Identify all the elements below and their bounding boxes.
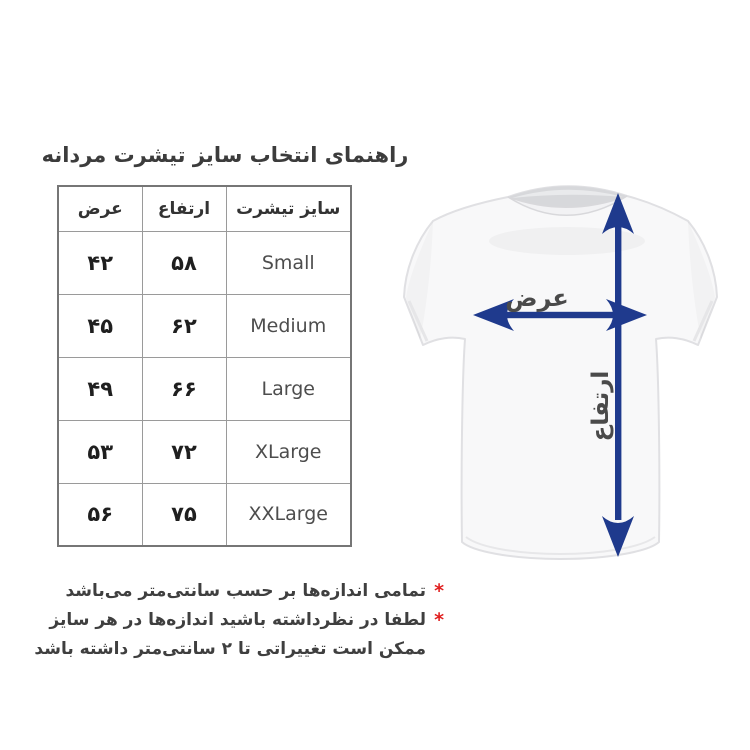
height-label: ارتفاع bbox=[588, 370, 614, 442]
cell-width-xxlarge: ۵۶ bbox=[58, 483, 142, 546]
cell-height-small: ۵۸ bbox=[142, 231, 226, 294]
note-text: تمامی اندازه‌ها بر حسب سانتی‌متر می‌باشد bbox=[65, 581, 426, 601]
note-text: لطفا در نظرداشته باشید اندازه‌ها در هر سایز bbox=[49, 610, 426, 630]
cell-height-xxlarge: ۷۵ bbox=[142, 483, 226, 546]
header-cell-height: ارتفاع bbox=[142, 186, 226, 231]
tshirt-image bbox=[404, 186, 717, 559]
cell-size-large: Large bbox=[226, 357, 351, 420]
table-row-medium bbox=[58, 294, 351, 357]
cell-width-medium: ۴۵ bbox=[58, 294, 142, 357]
width-label: عرض bbox=[505, 284, 569, 312]
note-marker: * bbox=[434, 609, 444, 631]
cell-size-medium: Medium bbox=[226, 294, 351, 357]
header-cell-size: سایز تیشرت bbox=[226, 186, 351, 231]
table-row-xlarge bbox=[58, 420, 351, 483]
page-title: راهنمای انتخاب سایز تیشرت مردانه bbox=[41, 143, 409, 167]
note-line bbox=[20, 606, 444, 635]
note-marker: * bbox=[434, 580, 444, 602]
cell-height-medium: ۶۲ bbox=[142, 294, 226, 357]
note-text: ممکن است تغییراتی تا ۲ سانتی‌متر داشته باشد bbox=[34, 639, 426, 659]
table-row-small bbox=[58, 231, 351, 294]
note-line bbox=[20, 635, 444, 664]
cell-width-small: ۴۲ bbox=[58, 231, 142, 294]
cell-width-large: ۴۹ bbox=[58, 357, 142, 420]
table-row-large bbox=[58, 357, 351, 420]
cell-size-small: Small bbox=[226, 231, 351, 294]
table-row-xxlarge bbox=[58, 483, 351, 546]
cell-width-xlarge: ۵۳ bbox=[58, 420, 142, 483]
size-table bbox=[57, 185, 352, 547]
cell-size-xlarge: XLarge bbox=[226, 420, 351, 483]
note-line bbox=[20, 577, 444, 606]
size-table-header-row bbox=[58, 186, 351, 231]
cell-height-large: ۶۶ bbox=[142, 357, 226, 420]
header-cell-width: عرض bbox=[58, 186, 142, 231]
cell-height-xlarge: ۷۲ bbox=[142, 420, 226, 483]
notes bbox=[20, 577, 444, 664]
cell-size-xxlarge: XXLarge bbox=[226, 483, 351, 546]
